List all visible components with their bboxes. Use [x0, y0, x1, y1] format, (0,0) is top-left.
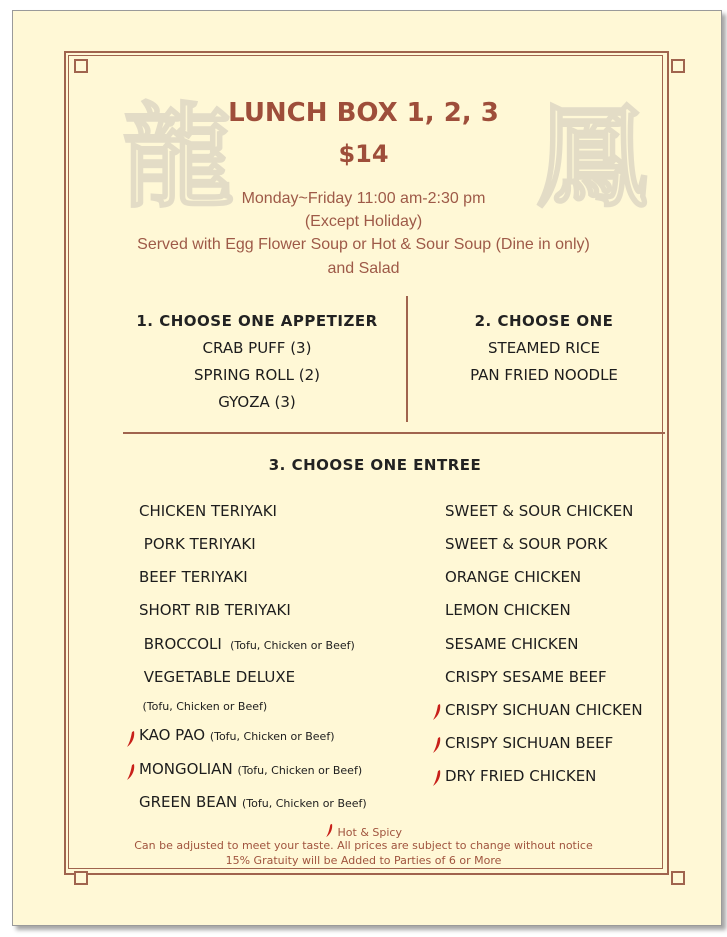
entree-item: LEMON CHICKEN [445, 601, 571, 619]
entree-item: CRISPY SICHUAN CHICKEN [445, 701, 643, 719]
entree-item-note: (Tofu, Chicken or Beef) [139, 700, 268, 713]
adjust-notice: Can be adjusted to meet your taste. All prices are subject to change without notice [134, 839, 593, 852]
frame-corner-bottom-left [74, 871, 88, 885]
section-divider-horizontal [123, 432, 665, 434]
entree-item: MONGOLIAN (Tofu, Chicken or Beef) [139, 760, 363, 778]
chili-pepper-icon [126, 730, 136, 748]
chili-pepper-icon [432, 769, 442, 787]
entree-item: SWEET & SOUR PORK [445, 535, 608, 553]
appetizer-item: GYOZA (3) [218, 393, 296, 411]
entree-item: CRISPY SESAME BEEF [445, 668, 607, 686]
frame-corner-bottom-right [671, 871, 685, 885]
spicy-legend: Hot & Spicy [0, 823, 727, 839]
holiday-text: (Except Holiday) [304, 213, 423, 230]
side-item: PAN FRIED NOODLE [470, 366, 618, 384]
entree-item: CRISPY SICHUAN BEEF [445, 734, 614, 752]
appetizer-item: SPRING ROLL (2) [194, 366, 320, 384]
menu-title: LUNCH BOX 1, 2, 3 [228, 98, 499, 128]
entree-heading: 3. CHOOSE ONE ENTREE [268, 456, 482, 474]
gratuity-notice: 15% Gratuity will be Added to Parties of 6 or More [225, 854, 502, 867]
appetizer-item: CRAB PUFF (3) [202, 339, 312, 357]
entree-item: SESAME CHICKEN [445, 635, 579, 653]
entree-item: KAO PAO (Tofu, Chicken or Beef) [139, 726, 335, 744]
salad-text: and Salad [327, 260, 400, 277]
chili-pepper-icon [325, 823, 334, 838]
frame-corner-top-left [74, 59, 88, 73]
entree-item: DRY FRIED CHICKEN [445, 767, 597, 785]
appetizer-heading: 1. CHOOSE ONE APPETIZER [136, 312, 378, 330]
entree-item: BROCCOLI (Tofu, Chicken or Beef) [139, 635, 355, 653]
entree-item: CHICKEN TERIYAKI [139, 502, 277, 520]
section-divider-vertical [406, 296, 408, 422]
served-text: Served with Egg Flower Soup or Hot & Sour Soup (Dine in only) [137, 236, 590, 253]
menu-price: $14 [338, 140, 389, 168]
chili-pepper-icon [432, 736, 442, 754]
entree-item: BEEF TERIYAKI [139, 568, 248, 586]
svg-text:鳳: 鳳 [536, 93, 648, 212]
entree-item: SWEET & SOUR CHICKEN [445, 502, 634, 520]
chili-pepper-icon [432, 703, 442, 721]
chili-pepper-icon [126, 763, 136, 781]
entree-item: PORK TERIYAKI [139, 535, 256, 553]
frame-corner-top-right [671, 59, 685, 73]
entree-item: VEGETABLE DELUXE [139, 668, 296, 686]
hours-text: Monday~Friday 11:00 am-2:30 pm [241, 190, 486, 207]
svg-text:龍: 龍 [122, 93, 234, 212]
entree-item: ORANGE CHICKEN [445, 568, 582, 586]
entree-item: GREEN BEAN (Tofu, Chicken or Beef) [139, 793, 367, 811]
side-item: STEAMED RICE [488, 339, 600, 357]
entree-item: SHORT RIB TERIYAKI [139, 601, 291, 619]
side-heading: 2. CHOOSE ONE [474, 312, 614, 330]
